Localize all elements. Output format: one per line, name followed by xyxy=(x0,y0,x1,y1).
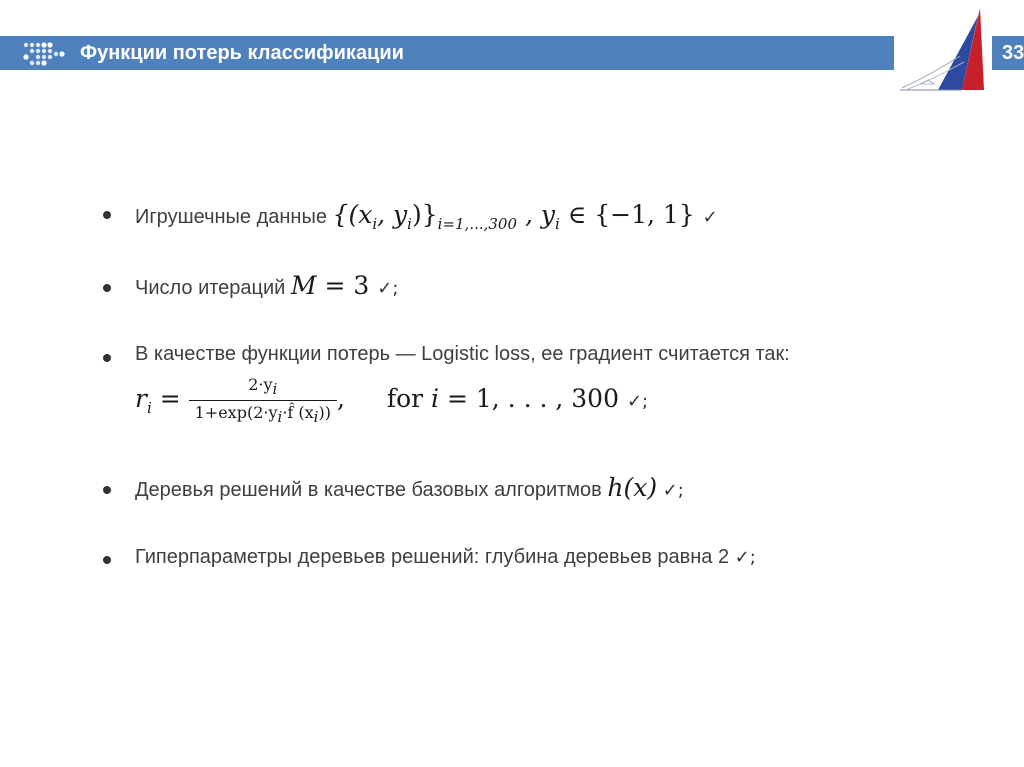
page-number: 33 xyxy=(992,36,1024,70)
bullet-toy-data xyxy=(103,196,983,240)
bullet-dot xyxy=(103,354,111,362)
gradient-fraction: $\frac{2\cdot y_i}{1+\exp(2\cdot y_i\cdot f̂ (x_i))}$ xyxy=(189,375,337,426)
bullet-text: Число итераций xyxy=(135,277,286,299)
bullet-text: Игрушечные данные xyxy=(135,206,327,228)
check-mark: ✓ xyxy=(702,207,718,228)
bullet-dot xyxy=(103,284,111,292)
iterations-formula: M = 3 xyxy=(290,271,370,300)
check-mark: ✓; xyxy=(377,278,399,299)
bullet-loss-function xyxy=(103,343,983,443)
bullet-dot xyxy=(103,486,111,494)
check-mark: ✓; xyxy=(662,480,684,501)
gradient-formula: $r_i$ = $\frac{2\cdot y_i}{1+\exp(2\cdot y_i\cdot f̂ (x_i))}$ , for i = 1, . . . , 300 ✓; xyxy=(135,375,649,427)
bullet-base-algorithms xyxy=(103,473,983,509)
toy-data-formula: {($x_i$, $y_i)\}_{i=1,...,300}$ , $y_i$ ∈ {−1, 1} xyxy=(332,200,695,233)
base-algorithm-formula: h(x) xyxy=(607,473,658,502)
bullet-text: В качестве функции потерь — Logistic loss, ее градиент считается так: xyxy=(135,343,790,365)
bullet-text: Деревья решений в качестве базовых алгоритмов xyxy=(135,479,602,501)
slide-title: Функции потерь классификации xyxy=(80,42,404,64)
bullet-iterations xyxy=(103,271,983,307)
check-mark: ✓; xyxy=(626,391,649,413)
bullet-hyperparameters xyxy=(103,546,983,578)
bullet-dot xyxy=(103,211,111,219)
bullet-text: Гиперпараметры деревьев решений: глубина деревьев равна 2 xyxy=(135,546,730,568)
bullet-dot xyxy=(103,556,111,564)
check-mark: ✓; xyxy=(734,547,756,568)
